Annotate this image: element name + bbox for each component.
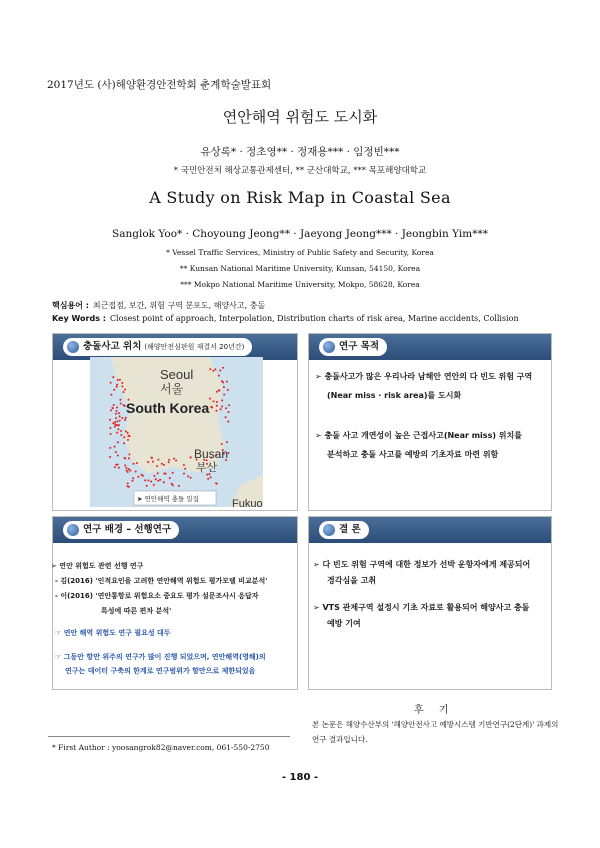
accident-dot — [113, 389, 115, 391]
bullet-orb-icon — [323, 341, 335, 353]
conclusion-line-2: 경각심을 고취 — [327, 576, 377, 585]
purpose-panel-title-text: 연구 목적 — [339, 341, 380, 352]
accident-dot — [163, 481, 165, 483]
keywords-english-label: Key Words : — [52, 314, 106, 323]
accident-dot — [112, 407, 114, 409]
accident-dot — [212, 370, 214, 372]
background-line-4: 특성에 따른 편차 분석' — [101, 607, 172, 615]
english-title: A Study on Risk Map in Coastal Sea — [149, 188, 451, 207]
accident-dot — [120, 403, 122, 405]
accident-dot — [187, 475, 189, 477]
accident-dot — [115, 451, 117, 453]
bullet-orb-icon — [67, 341, 79, 353]
accident-dot — [116, 410, 118, 412]
accident-dot — [175, 460, 177, 462]
conclusion-panel — [308, 516, 552, 690]
accident-dot — [153, 484, 155, 486]
accident-dot — [117, 441, 119, 443]
accident-dot — [216, 391, 218, 393]
conclusion-line-4: 예방 기여 — [327, 619, 361, 628]
accident-dot — [124, 419, 126, 421]
accident-dot — [183, 473, 185, 475]
accident-dot — [157, 472, 159, 474]
accident-dot — [121, 382, 123, 384]
accident-dot — [157, 480, 159, 482]
accident-dot — [116, 384, 118, 386]
accident-dot — [122, 391, 124, 393]
accident-dot — [132, 480, 134, 482]
bullet-orb-icon — [67, 524, 79, 536]
accident-dot — [126, 470, 128, 472]
background-line-7: 연구는 데이터 구축의 한계로 연구범위가 항만으로 제한되었음 — [65, 667, 256, 675]
english-affiliation-2: ** Kunsan National Maritime University, Kunsan, 54150, Korea — [179, 264, 421, 273]
accident-dot — [118, 412, 120, 414]
accident-dot — [125, 417, 127, 419]
accident-dot — [109, 447, 111, 449]
accident-dot — [135, 471, 137, 473]
accident-dot — [116, 424, 118, 426]
accident-dot — [109, 456, 111, 458]
keywords-english-text: Closest point of approach, Interpolation, Distribution charts of risk area, Marine accidents, Collision — [109, 314, 519, 323]
accident-dot — [226, 381, 228, 383]
footnote-divider — [48, 736, 290, 737]
accident-dot — [133, 463, 135, 465]
map-label-busan-en: Busan — [194, 447, 229, 461]
purpose-line-4: 분석하고 충돌 사고를 예방의 기초자료 마련 위함 — [327, 450, 499, 459]
accident-dot — [184, 468, 186, 470]
accident-dot — [163, 464, 165, 466]
accident-dot — [218, 375, 220, 377]
accident-dot — [120, 430, 122, 432]
accident-dot — [112, 422, 114, 424]
purpose-line-1: ➢ 충돌사고가 많은 우리나라 남해안 연안의 다 빈도 위험 구역 — [315, 372, 533, 381]
accident-dot — [168, 461, 170, 463]
map-caption-text — [137, 494, 199, 503]
keywords-english — [52, 314, 519, 323]
accident-dot — [147, 461, 149, 463]
accident-dot — [121, 385, 123, 387]
accident-dot — [124, 457, 126, 459]
accident-panel-title — [63, 338, 252, 356]
accident-dot — [115, 417, 117, 419]
map-label-busan-ko: 부산 — [196, 461, 218, 474]
accident-dot — [215, 482, 217, 484]
accident-dot — [216, 401, 218, 403]
accident-dot — [116, 432, 118, 434]
background-line-3: - 이(2016) '연안통항로 위험요소 중요도 평가 설문조사시 응답자 — [55, 592, 259, 600]
accident-dot — [220, 408, 222, 410]
accident-dot — [125, 467, 127, 469]
accident-dot — [221, 443, 223, 445]
accident-dot — [213, 400, 215, 402]
accident-dot — [119, 399, 121, 401]
accident-dot — [127, 482, 129, 484]
accident-dot — [218, 390, 220, 392]
accident-dot — [119, 420, 121, 422]
accident-dot — [118, 467, 120, 469]
accident-dot — [115, 464, 117, 466]
conclusion-line-1: ➢ 다 빈도 위험 구역에 대한 정보가 선박 운항자에게 제공되어 — [313, 560, 531, 569]
accident-dot — [128, 468, 130, 470]
caption-arrow-icon: ➤ — [137, 495, 145, 503]
accident-dot — [109, 419, 111, 421]
accident-dot — [154, 475, 156, 477]
accident-dot — [173, 458, 175, 460]
background-line-5: ☞ 연안 해역 위험도 연구 필요성 대두 — [55, 629, 171, 637]
accident-dot — [172, 472, 174, 474]
panel-header-bar — [309, 334, 551, 360]
afterword-heading: 후 기 — [414, 705, 455, 716]
purpose-line-3: ➢ 충돌 사고 개연성이 높은 근접사고(Near miss) 위치를 — [315, 431, 522, 440]
accident-dot — [210, 476, 212, 478]
accident-dot — [114, 466, 116, 468]
korean-affiliations: * 국민안전처 해상교통관제센터, ** 군산대학교, *** 목포해양대학교 — [173, 166, 427, 176]
accident-dot — [116, 420, 118, 422]
accident-dot — [116, 407, 118, 409]
map-caption-box — [134, 491, 216, 505]
accident-dot — [190, 477, 192, 479]
accident-dot — [119, 379, 121, 381]
accident-dot — [222, 367, 224, 369]
accident-dot — [155, 478, 157, 480]
accident-dot — [127, 432, 129, 434]
accident-dot — [121, 417, 123, 419]
accident-dot — [129, 435, 131, 437]
accident-dot — [110, 433, 112, 435]
korean-authors: 유상록* · 정초영** · 정재용*** · 임정빈*** — [200, 146, 400, 158]
purpose-line-2: (Near miss · risk area)를 도시화 — [327, 391, 462, 400]
background-line-2: - 김(2016) '인적요인을 고려한 연안해역 위험도 평가모델 비교분석' — [55, 577, 268, 585]
accident-dot — [178, 485, 180, 487]
accident-dot — [156, 465, 158, 467]
background-line-6: ☞ 그동안 항만 위주의 연구가 많이 진행 되었으며, 연안해역(영해)의 — [55, 653, 266, 661]
accident-dot — [144, 479, 146, 481]
accident-dot — [123, 404, 125, 406]
accident-dot — [223, 394, 225, 396]
map-label-fukuoka: Fukuo — [232, 498, 263, 507]
accident-dot — [225, 407, 227, 409]
accident-dot — [123, 442, 125, 444]
accident-dot — [207, 478, 209, 480]
accident-dot — [116, 386, 118, 388]
accident-panel-subtitle: (해양안전심판원 재결서 20년간) — [144, 343, 245, 351]
accident-dot — [114, 446, 116, 448]
accident-dot — [228, 404, 230, 406]
map-label-seoul-en: Seoul — [160, 367, 194, 382]
accident-dot — [117, 455, 119, 457]
english-authors: Sanglok Yoo* · Choyoung Jeong** · Jaeyong Jeong*** · Jeongbin Yim*** — [112, 228, 488, 240]
footnote: * First Author : yoosangrok82@naver.com, 061-550-2750 — [52, 743, 270, 752]
conference-header: 2017년도 (사)해양환경안전학회 춘계학술발표회 — [47, 79, 272, 91]
accident-dot — [114, 426, 116, 428]
accident-dot — [152, 461, 154, 463]
accident-panel-title-text: 충돌사고 위치 — [83, 341, 142, 352]
accident-dot — [117, 428, 119, 430]
accident-dot — [110, 382, 112, 384]
accident-dot — [183, 464, 185, 466]
background-panel-title-text: 연구 배경 – 선행연구 — [83, 524, 172, 535]
accident-dot — [136, 462, 138, 464]
accident-dot — [226, 441, 228, 443]
accident-dot — [114, 421, 116, 423]
accident-dot — [147, 479, 149, 481]
accident-dot — [221, 406, 223, 408]
accident-dot — [112, 376, 114, 378]
accident-dot — [163, 473, 165, 475]
accident-dot — [120, 434, 122, 436]
accident-dot — [124, 464, 126, 466]
map-caption-label: 연안해역 충돌 밀집 — [144, 495, 199, 503]
accident-dot — [190, 456, 192, 458]
accident-dot — [117, 379, 119, 381]
research-purpose-panel — [308, 333, 552, 511]
accident-dot — [227, 389, 229, 391]
accident-dot — [216, 410, 218, 412]
purpose-panel-title — [319, 338, 387, 356]
bullet-orb-icon — [323, 524, 335, 536]
accident-dot — [209, 368, 211, 370]
english-affiliation-1: * Vessel Traffic Services, Ministry of Public Safety and Security, Korea — [166, 248, 434, 257]
accident-dot — [150, 481, 152, 483]
korea-map-graphic — [90, 357, 263, 507]
accident-dot — [109, 427, 111, 429]
accident-dot — [159, 479, 161, 481]
accident-dot — [227, 421, 229, 423]
panel-header-bar — [309, 517, 551, 543]
conclusion-panel-title — [319, 521, 369, 539]
accident-dot — [124, 389, 126, 391]
map-label-korea: South Korea — [126, 400, 210, 416]
accident-dot — [225, 416, 227, 418]
accident-dot — [210, 406, 212, 408]
accident-dot — [168, 459, 170, 461]
background-line-1: ➢ 연안 위험도 관련 선행 연구 — [51, 562, 144, 570]
panel-header-bar — [53, 517, 297, 543]
accident-dot — [132, 477, 134, 479]
accident-dot — [223, 386, 225, 388]
accident-dot — [171, 483, 173, 485]
korean-title: 연안해역 위험도 도시화 — [222, 108, 378, 126]
conclusion-line-3: ➢ VTS 관제구역 설정시 기초 자료로 활용되어 해양사고 충돌 — [313, 603, 530, 612]
accident-dot — [221, 399, 223, 401]
accident-dot — [209, 398, 211, 400]
accident-dot — [129, 470, 131, 472]
accident-dot — [137, 476, 139, 478]
accident-map — [90, 357, 263, 507]
accident-dot — [216, 405, 218, 407]
accident-dot — [228, 411, 230, 413]
accident-dot — [161, 463, 163, 465]
conclusion-panel-title-text: 결 론 — [339, 524, 361, 535]
accident-dot — [151, 457, 153, 459]
accident-dot — [123, 436, 125, 438]
background-panel-title — [63, 521, 179, 539]
keywords-korean-label: 핵심용어 : — [52, 301, 89, 310]
accident-dot — [169, 477, 171, 479]
page-number: - 180 - — [281, 772, 319, 783]
accident-dot — [214, 368, 216, 370]
accident-dot — [119, 415, 121, 417]
accident-dot — [219, 370, 221, 372]
accident-dot — [127, 439, 129, 441]
accident-dot — [113, 404, 115, 406]
accident-dot — [125, 430, 127, 432]
afterword-text: 본 논문은 해양수산부의 '해양안전사고 예방시스템 기반연구(2단계)' 과제의 연구 결과입니다. — [312, 720, 559, 744]
map-label-seoul-ko: 서울 — [160, 382, 184, 396]
accident-dot — [221, 380, 223, 382]
accident-dot — [146, 485, 148, 487]
research-background-panel — [52, 516, 298, 690]
keywords-korean — [52, 300, 265, 311]
accident-dot — [157, 459, 159, 461]
accident-dot — [129, 453, 131, 455]
accident-dot — [110, 394, 112, 396]
accident-dot — [141, 474, 143, 476]
accident-dot — [115, 413, 117, 415]
accident-dot — [110, 409, 112, 411]
accident-dot — [128, 457, 130, 459]
keywords-korean-text: 최근접점, 보간, 위험 구역 분포도, 해양사고, 충돌 — [92, 301, 266, 310]
english-affiliation-3: *** Mokpo National Maritime University, Mokpo, 58628, Korea — [180, 280, 420, 289]
accident-dot — [127, 485, 129, 487]
